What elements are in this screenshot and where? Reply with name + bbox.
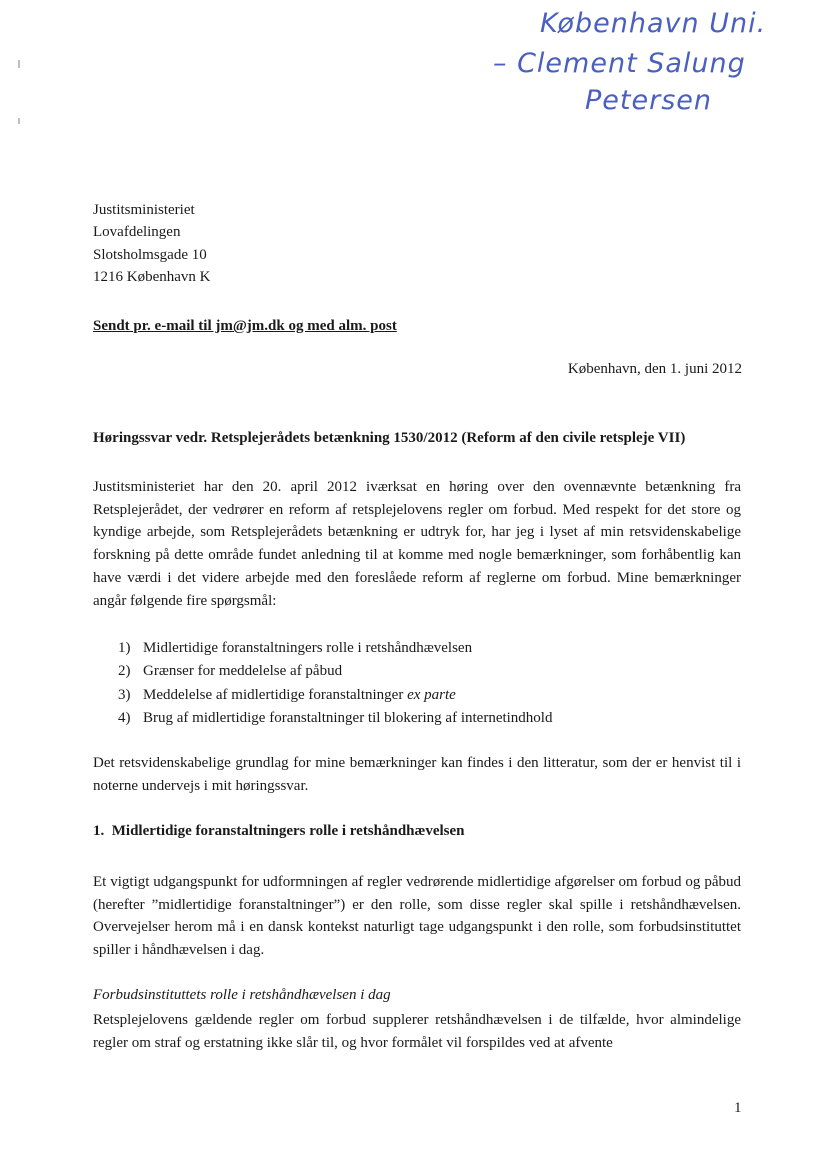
scan-mark — [18, 118, 20, 124]
basis-paragraph: Det retsvidenskabelige grundlag for mine bemærkninger kan findes i den litteratur, som der er henvist til i noterne undervejs i mit høringssvar. — [93, 755, 741, 794]
handwritten-line: – Clement Salung — [493, 48, 746, 79]
list-number: 1) — [118, 640, 131, 656]
list-item — [118, 707, 552, 730]
list-number: 2) — [118, 663, 131, 680]
list-number: 4) — [118, 709, 131, 726]
list-item — [118, 684, 552, 707]
list-text: Meddelelse af midlertidige foranstaltninger — [143, 686, 408, 703]
address-line: Slotsholmsgade 10 — [93, 246, 207, 263]
section-paragraph: Retsplejelovens gældende regler om forbud supplerer retshåndhævelsen i de tilfælde, hvor almindelige regler om straf og erstatning ikke slår til, og hvor formålet vil forspildes ved at afvente — [93, 1012, 741, 1051]
section-paragraph: Et vigtigt udgangspunkt for udformningen af regler vedrørende midlertidige afgørelser om forbud og påbud (herefter ”midlertidige foranstaltninger”) er den rolle, som disse regler skal spille i retshåndhævelsen. Overvejelser herom må i en dansk kontekst naturligt tage udgangspunkt i den rolle, som forbudsinstituttet spiller i håndhævelsen i dag. — [93, 874, 741, 959]
scan-mark — [18, 60, 20, 68]
address-line: Justitsministeriet — [93, 202, 195, 218]
list-item — [118, 660, 552, 683]
letter-title: Høringssvar vedr. Retsplejerådets betænkning 1530/2012 (Reform af den civile retspleje VII) — [93, 430, 686, 446]
section-heading: 1. Midlertidige foranstaltningers rolle i retshåndhævelsen — [93, 823, 465, 839]
list-text: Midlertidige foranstaltningers rolle i retshåndhævelsen — [143, 640, 473, 656]
list-item — [118, 637, 552, 660]
address-line: 1216 København K — [93, 268, 211, 285]
handwritten-line: København Uni. — [540, 8, 767, 39]
list-text-emphasis: ex parte — [407, 686, 456, 703]
list-number: 3) — [118, 686, 131, 703]
date-line: København, den 1. juni 2012 — [567, 361, 742, 377]
recipient-address — [93, 199, 210, 288]
intro-paragraph: Justitsministeriet har den 20. april 2012 iværksat en høring over den ovennævnte betænkning fra Retsplejerådet, der vedrører en reform af retsplejelovens regler om forbud. Med respekt for det store og kyndige arbejde, som Retsplejerådets betænkning er udtryk for, har jeg i lyset af min retsvidenskabelige forskning på dette område fundet anledning til at komme med nogle bemærkninger, som forhåbentlig kan have værdi i det videre arbejde med den foreslåede reform af reglerne om forbud. Mine bemærkninger angår følgende fire spørgsmål: — [93, 479, 741, 609]
page-number: 1 — [734, 1100, 742, 1116]
sent-note: Sendt pr. e-mail til jm@jm.dk og med alm. post — [93, 318, 397, 334]
handwritten-line: Petersen — [585, 85, 712, 116]
list-text: Grænser for meddelelse af påbud — [143, 663, 343, 680]
list-text: Brug af midlertidige foranstaltninger til blokering af internetindhold — [143, 709, 553, 726]
address-line: Lovafdelingen — [93, 224, 181, 241]
section-subheading: Forbudsinstituttets rolle i retshåndhævelsen i dag — [93, 987, 391, 1003]
question-list — [118, 637, 552, 730]
